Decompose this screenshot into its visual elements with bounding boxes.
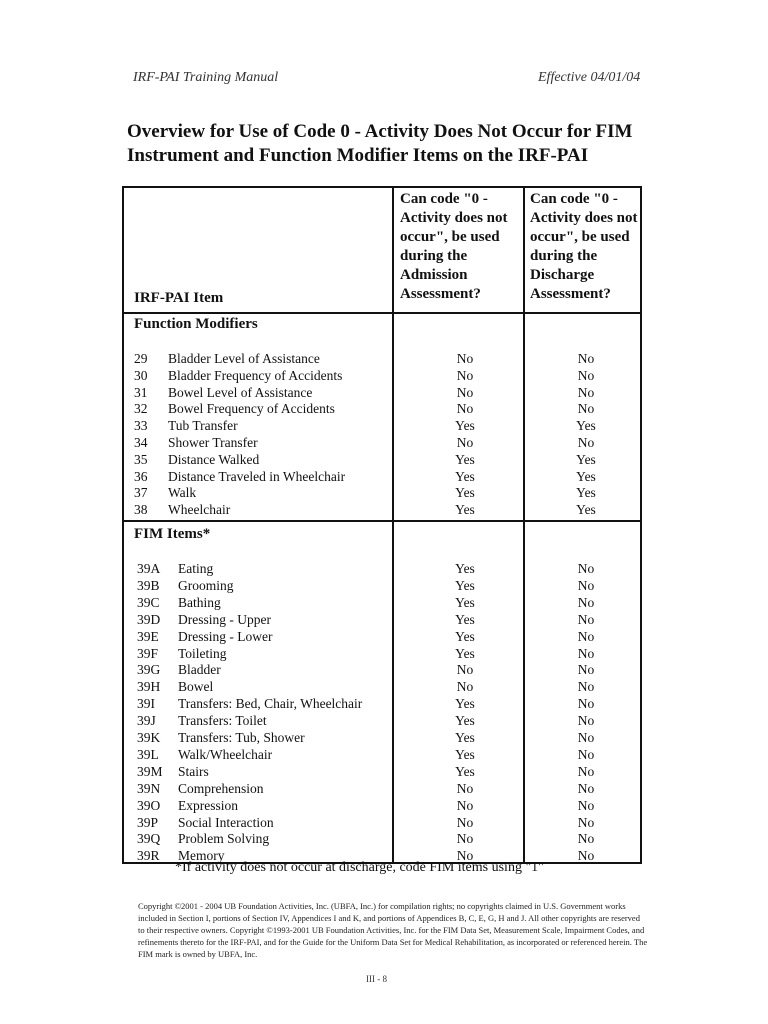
admission-value: No [456,831,474,847]
table-row [124,384,640,401]
item-number: 31 [134,384,148,400]
page-number: III - 8 [366,974,387,984]
code-zero-table [122,186,642,864]
item-number: 39E [137,628,159,644]
section-title-function-modifiers: Function Modifiers [134,316,258,332]
admission-value: Yes [455,594,475,610]
discharge-value: No [577,763,595,779]
footnote: *If activity does not occur at discharge, code FIM items using "1" [175,860,544,875]
item-number: 39C [137,594,160,610]
item-number: 39D [137,611,161,627]
item-label: Bladder Level of Assistance [168,351,320,366]
admission-value: No [456,797,474,813]
admission-value: No [456,401,474,417]
discharge-value: Yes [576,418,596,434]
item-label: Transfers: Tub, Shower [178,730,305,745]
item-number: 34 [134,435,148,450]
discharge-value: No [577,696,595,712]
table-row [124,763,640,780]
item-label: Grooming [178,577,234,593]
copyright-notice: Copyright ©2001 - 2004 UB Foundation Activities, Inc. (UBFA, Inc.) for compilation rights; no copyrights claimed in U.S. Government works included in Section I, portions of Section IV, Appendices I and K, and portions of Appendices B, C, E, G, H and J. All other copyrights are reserved to their respective owners. Copyright ©1993-2001 UB Foundation Activities, Inc. for the FIM Data Set, Measurement Scale, Impairment Codes, and refinements thereto for the IRF-PAI, and for the Guide for the Uniform Data Set for Medical Rehabilitation, as incorporated or referenced herein. The FIM mark is owned by UBFA, Inc. [138,901,648,959]
column-header-admission: Can code "0 - Activity does not occur", be used during the Admission Assessment? [400,191,508,302]
table-row [124,560,640,577]
item-label: Bathing [178,594,221,610]
table-row [124,645,640,662]
discharge-value: Yes [576,468,596,484]
item-label: Dressing - Lower [178,628,273,644]
admission-value: No [456,814,474,830]
item-number: 39B [137,577,160,593]
discharge-value: No [577,384,595,400]
admission-value: No [456,662,474,678]
discharge-value: No [577,351,595,366]
item-number: 38 [134,502,148,518]
admission-value: Yes [455,611,475,627]
admission-value: Yes [455,451,475,467]
discharge-value: No [577,628,595,644]
item-number: 39F [137,645,159,661]
item-label: Memory [178,848,225,864]
table-row [124,577,640,594]
table-row [124,814,640,831]
item-number: 35 [134,451,148,467]
item-label: Social Interaction [178,814,274,830]
discharge-value: Yes [576,502,596,518]
item-number: 39J [137,713,156,729]
table-row [124,367,640,384]
admission-value: No [456,848,474,864]
item-number: 39H [137,679,161,695]
item-number: 39Q [137,831,161,847]
table-row [124,830,640,847]
table-row [124,746,640,763]
discharge-value: No [577,577,595,593]
item-label: Distance Traveled in Wheelchair [168,468,346,484]
admission-value: Yes [455,561,475,576]
item-number: 39L [137,746,159,762]
admission-value: Yes [455,628,475,644]
table-row [124,661,640,678]
table-row [124,678,640,695]
table-row [124,434,640,451]
discharge-value: Yes [576,485,596,501]
item-label: Eating [178,561,214,576]
item-label: Dressing - Upper [178,611,271,627]
admission-value: Yes [455,485,475,501]
table-row [124,712,640,729]
table-row [124,484,640,501]
table-row [124,400,640,417]
table-row [124,417,640,434]
item-label: Walk/Wheelchair [178,746,273,762]
item-number: 39O [137,797,161,813]
discharge-value: No [577,561,595,576]
discharge-value: No [577,831,595,847]
admission-value: Yes [455,696,475,712]
discharge-value: No [577,746,595,762]
item-label: Bowel [178,679,214,695]
item-number: 39M [137,763,163,779]
item-label: Expression [178,797,238,813]
discharge-value: No [577,814,595,830]
admission-value: Yes [455,468,475,484]
admission-value: No [456,367,474,383]
column-header-discharge: Can code "0 - Activity does not occur", be used during the Discharge Assessment? [530,191,638,302]
item-number: 39A [137,561,161,576]
item-number: 36 [134,468,148,484]
item-label: Problem Solving [178,831,270,847]
item-label: Toileting [178,645,227,661]
item-number: 32 [134,401,148,417]
admission-value: Yes [455,763,475,779]
item-number: 37 [134,485,148,501]
manual-title-header: IRF-PAI Training Manual [133,70,279,85]
discharge-value: No [577,367,595,383]
admission-value: No [456,780,474,796]
table-row [124,611,640,628]
discharge-value: No [577,401,595,417]
column-header-item: IRF-PAI Item [134,290,224,306]
section-divider [124,520,640,522]
item-number: 39N [137,780,161,796]
page-title: Overview for Use of Code 0 - Activity Does Not Occur for FIM Instrument and Function Modifier Items on the IRF-PAI [127,121,633,166]
table-row [124,451,640,468]
discharge-value: No [577,435,595,450]
table-row [124,501,640,518]
item-label: Tub Transfer [168,418,238,434]
item-number: 39I [137,696,155,712]
item-number: 29 [134,351,148,366]
item-label: Bladder [178,662,221,678]
item-label: Distance Walked [168,451,260,467]
discharge-value: Yes [576,451,596,467]
table-row [124,797,640,814]
item-label: Shower Transfer [168,435,258,450]
discharge-value: No [577,645,595,661]
table-row [124,780,640,797]
admission-value: No [456,435,474,450]
item-number: 39K [137,730,161,745]
section-title-fim-items: FIM Items* [134,526,211,542]
table-row [124,729,640,746]
table-row [124,350,640,367]
table-row [124,695,640,712]
admission-value: Yes [455,418,475,434]
discharge-value: No [577,611,595,627]
item-label: Transfers: Bed, Chair, Wheelchair [178,696,363,712]
discharge-value: No [577,730,595,745]
discharge-value: No [577,679,595,695]
admission-value: No [456,679,474,695]
discharge-value: No [577,594,595,610]
item-label: Bowel Level of Assistance [168,384,313,400]
admission-value: Yes [455,577,475,593]
item-number: 39P [137,814,159,830]
admission-value: Yes [455,746,475,762]
item-label: Bowel Frequency of Accidents [168,401,335,417]
admission-value: No [456,384,474,400]
item-label: Comprehension [178,780,264,796]
item-number: 39G [137,662,161,678]
admission-value: No [456,351,474,366]
item-label: Stairs [178,763,209,779]
admission-value: Yes [455,730,475,745]
discharge-value: No [577,780,595,796]
discharge-value: No [577,662,595,678]
effective-date-header: Effective 04/01/04 [538,70,641,85]
item-label: Wheelchair [168,502,231,518]
item-number: 33 [134,418,148,434]
table-row [124,594,640,611]
discharge-value: No [577,797,595,813]
discharge-value: No [577,848,595,864]
table-row [124,468,640,485]
discharge-value: No [577,713,595,729]
header-divider [124,312,640,314]
admission-value: Yes [455,713,475,729]
admission-value: Yes [455,645,475,661]
table-row [124,628,640,645]
admission-value: Yes [455,502,475,518]
item-label: Walk [168,485,197,501]
item-number: 30 [134,367,148,383]
item-number: 39R [137,848,160,864]
item-label: Transfers: Toilet [178,713,267,729]
item-label: Bladder Frequency of Accidents [168,367,343,383]
